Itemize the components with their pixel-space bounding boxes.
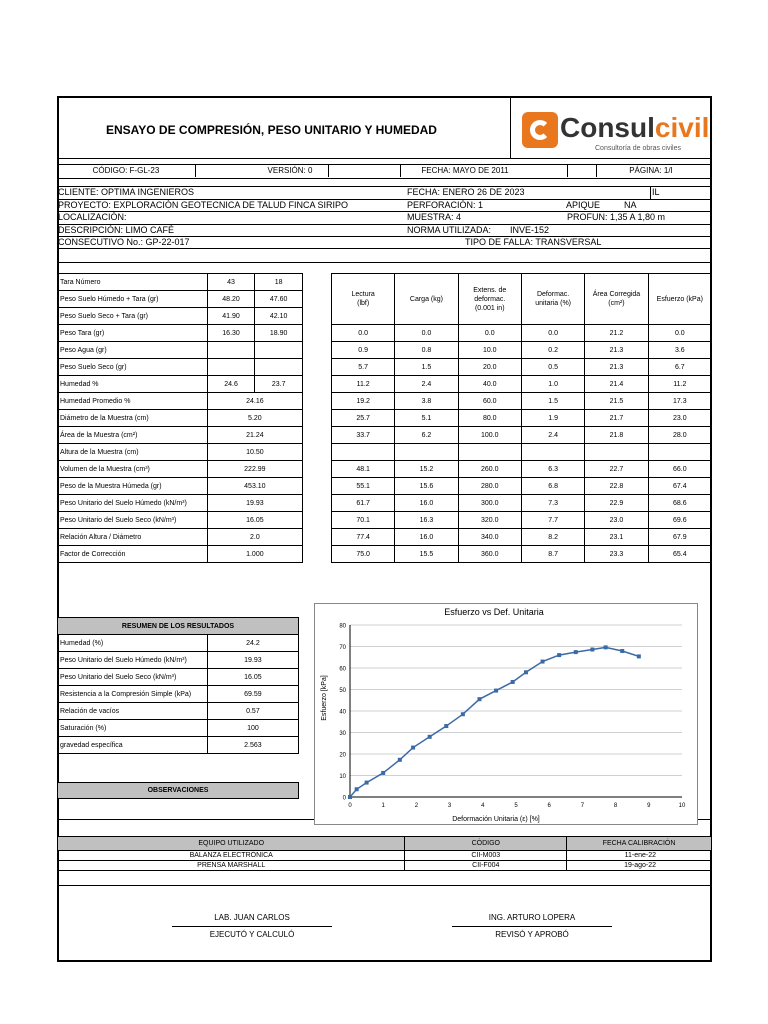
code-label: CÓDIGO: F-GL-23 xyxy=(92,166,160,175)
table-row xyxy=(332,546,712,563)
table-row xyxy=(332,495,712,512)
norm-label: NORMA UTILIZADA: xyxy=(407,225,492,235)
summary-value: 0.57 xyxy=(207,703,298,720)
table-row xyxy=(58,720,299,737)
summary-value: 2.563 xyxy=(207,737,298,754)
table-row xyxy=(332,427,712,444)
property-label: Peso Suelo Seco (gr) xyxy=(58,359,208,376)
table-row xyxy=(58,342,303,359)
table-cell: 2.4 xyxy=(395,376,458,393)
table-cell: 2.4 xyxy=(521,427,584,444)
table-cell: 7.7 xyxy=(521,512,584,529)
executor-role: EJECUTÓ Y CALCULÓ xyxy=(209,930,295,939)
property-value-2: 18.90 xyxy=(255,325,303,342)
property-value: 10.50 xyxy=(207,444,302,461)
table-cell xyxy=(585,444,648,461)
table-cell: 15.5 xyxy=(395,546,458,563)
x-tick-label: 4 xyxy=(481,803,485,809)
property-value: 5.20 xyxy=(207,410,302,427)
table-cell: 77.4 xyxy=(332,529,395,546)
data-point xyxy=(637,654,641,658)
x-tick-label: 0 xyxy=(348,803,352,809)
table-cell: 28.0 xyxy=(648,427,711,444)
table-row xyxy=(332,342,712,359)
table-cell: 22.8 xyxy=(585,478,648,495)
failure-type-field: TIPO DE FALLA: TRANSVERSAL xyxy=(465,237,602,247)
property-value: 2.0 xyxy=(207,529,302,546)
table-cell: 0.9 xyxy=(332,342,395,359)
brand-main: Consul xyxy=(560,112,655,143)
summary-title: RESUMEN DE LOS RESULTADOS xyxy=(58,618,299,635)
observations-header: OBSERVACIONES xyxy=(57,782,299,799)
property-value-1 xyxy=(207,359,255,376)
property-label: Peso Agua (gr) xyxy=(58,342,208,359)
summary-label: gravedad específica xyxy=(58,737,208,754)
client-field: CLIENTE: OPTIMA INGENIEROS xyxy=(58,187,195,197)
table-cell: 0.0 xyxy=(395,325,458,342)
property-label: Tara Número xyxy=(58,274,208,291)
table-cell: 17.3 xyxy=(648,393,711,410)
data-point xyxy=(381,771,385,775)
table-row xyxy=(332,444,712,461)
column-header: CÓDIGO xyxy=(405,837,567,851)
column-header: Deformac. unitaria (%) xyxy=(521,274,584,325)
property-value: 1.000 xyxy=(207,546,302,563)
apique-label: APIQUE xyxy=(566,200,601,210)
summary-value: 69.59 xyxy=(207,686,298,703)
table-cell: 5.7 xyxy=(332,359,395,376)
consecutive-field: CONSECUTIVO No.: GP-22-017 xyxy=(58,237,190,247)
table-row xyxy=(332,325,712,342)
table-cell: 300.0 xyxy=(458,495,521,512)
chart-title: Esfuerzo vs Def. Unitaria xyxy=(444,607,544,617)
table-cell: 23.0 xyxy=(648,410,711,427)
executor-name: LAB. JUAN CARLOS xyxy=(214,913,290,922)
table-cell: 1.0 xyxy=(521,376,584,393)
property-value-1: 16.30 xyxy=(207,325,255,342)
property-label: Humedad Promedio % xyxy=(58,393,208,410)
summary-label: Relación de vacíos xyxy=(58,703,208,720)
chart-x-label: Deformación Unitaria (ε) [%] xyxy=(452,816,540,823)
property-value: 16.05 xyxy=(207,512,302,529)
project-field: PROYECTO: EXPLORACIÓN GEOTECNICA DE TALUD FINCA SIRIPO xyxy=(58,200,349,210)
property-label: Peso Suelo Seco + Tara (gr) xyxy=(58,308,208,325)
property-value-1: 43 xyxy=(207,274,255,291)
column-header: Extens. de deformac. (0.001 in) xyxy=(458,274,521,325)
page-label: PÁGINA: 1/I xyxy=(629,166,673,175)
table-cell: 360.0 xyxy=(458,546,521,563)
table-row xyxy=(58,686,299,703)
table-cell: 48.1 xyxy=(332,461,395,478)
table-cell: 55.1 xyxy=(332,478,395,495)
table-cell: 16.0 xyxy=(395,495,458,512)
property-value-2: 42.10 xyxy=(255,308,303,325)
data-point xyxy=(477,697,481,701)
summary-label: Peso Unitario del Suelo Seco (kN/m³) xyxy=(58,669,208,686)
data-point xyxy=(524,670,528,674)
table-row xyxy=(58,495,303,512)
table-cell: 0.8 xyxy=(395,342,458,359)
table-cell xyxy=(648,444,711,461)
table-cell: 21.8 xyxy=(585,427,648,444)
table-cell: 0.5 xyxy=(521,359,584,376)
property-value-1: 41.90 xyxy=(207,308,255,325)
table-cell: 0.2 xyxy=(521,342,584,359)
property-label: Peso Unitario del Suelo Seco (kN/m³) xyxy=(58,512,208,529)
column-header: FECHA CALIBRACIÓN xyxy=(567,837,712,851)
table-row xyxy=(58,325,303,342)
summary-label: Saturación (%) xyxy=(58,720,208,737)
data-point xyxy=(428,735,432,739)
property-value-1: 48.20 xyxy=(207,291,255,308)
table-cell: 0.0 xyxy=(458,325,521,342)
table-row xyxy=(58,444,303,461)
table-cell xyxy=(395,444,458,461)
table-cell: 5.1 xyxy=(395,410,458,427)
data-point xyxy=(541,660,545,664)
data-point xyxy=(444,724,448,728)
stress-strain-chart xyxy=(314,603,698,825)
table-cell: 68.6 xyxy=(648,495,711,512)
table-cell: 16.0 xyxy=(395,529,458,546)
table-cell: 21.3 xyxy=(585,342,648,359)
table-cell: 11-ene-22 xyxy=(567,851,712,861)
x-tick-label: 9 xyxy=(647,803,651,809)
table-cell: 19-ago-22 xyxy=(567,861,712,871)
table-cell: 340.0 xyxy=(458,529,521,546)
table-cell: 0.0 xyxy=(521,325,584,342)
x-tick-label: 6 xyxy=(547,803,551,809)
table-row xyxy=(58,291,303,308)
reviewer-role: REVISÓ Y APROBÓ xyxy=(495,930,569,939)
column-header: Lectura (lbf) xyxy=(332,274,395,325)
table-cell: 1.5 xyxy=(521,393,584,410)
table-cell: 1.5 xyxy=(395,359,458,376)
table-cell: 3.6 xyxy=(648,342,711,359)
table-row xyxy=(58,512,303,529)
data-point xyxy=(620,649,624,653)
il-field: IL xyxy=(652,187,660,197)
table-cell: 69.6 xyxy=(648,512,711,529)
chart-y-label: Esfuerzo [kPa] xyxy=(321,675,328,721)
brand-subtitle: Consultoría de obras civiles xyxy=(595,145,681,152)
data-point xyxy=(355,787,359,791)
table-row xyxy=(58,737,299,754)
table-cell: PRENSA MARSHALL xyxy=(58,861,405,871)
table-cell: CII-M003 xyxy=(405,851,567,861)
sample-field: MUESTRA: 4 xyxy=(407,212,462,222)
depth-field: PROFUN: 1,35 A 1,80 m xyxy=(567,212,666,222)
table-row xyxy=(58,359,303,376)
table-row xyxy=(58,851,712,861)
table-cell: CII-F004 xyxy=(405,861,567,871)
x-tick-label: 10 xyxy=(678,803,686,809)
divider xyxy=(510,96,511,158)
table-row xyxy=(332,478,712,495)
property-label: Humedad % xyxy=(58,376,208,393)
property-value-2: 47.60 xyxy=(255,291,303,308)
property-value: 21.24 xyxy=(207,427,302,444)
table-cell: 67.9 xyxy=(648,529,711,546)
table-cell: 6.2 xyxy=(395,427,458,444)
table-row xyxy=(58,274,303,291)
data-point xyxy=(398,758,402,762)
column-header: Esfuerzo (kPa) xyxy=(648,274,711,325)
table-cell: 20.0 xyxy=(458,359,521,376)
data-point xyxy=(461,712,465,716)
consulcivil-logo-icon xyxy=(522,112,558,148)
table-cell: 280.0 xyxy=(458,478,521,495)
property-value: 453.10 xyxy=(207,478,302,495)
table-cell xyxy=(332,444,395,461)
table-cell: 6.8 xyxy=(521,478,584,495)
summary-label: Peso Unitario del Suelo Húmedo (kN/m³) xyxy=(58,652,208,669)
summary-label: Humedad (%) xyxy=(58,635,208,652)
table-cell: 260.0 xyxy=(458,461,521,478)
property-label: Diámetro de la Muestra (cm) xyxy=(58,410,208,427)
table-cell: 23.1 xyxy=(585,529,648,546)
table-cell: 25.7 xyxy=(332,410,395,427)
table-cell: 0.0 xyxy=(332,325,395,342)
table-cell: 11.2 xyxy=(648,376,711,393)
table-cell: 6.3 xyxy=(521,461,584,478)
y-tick-label: 20 xyxy=(339,752,346,759)
x-tick-label: 1 xyxy=(381,803,385,809)
table-cell: 15.2 xyxy=(395,461,458,478)
table-cell: 23.0 xyxy=(585,512,648,529)
table-cell: 21.7 xyxy=(585,410,648,427)
table-row xyxy=(58,393,303,410)
y-tick-label: 10 xyxy=(339,774,346,780)
property-label: Peso Unitario del Suelo Húmedo (kN/m³) xyxy=(58,495,208,512)
table-row xyxy=(332,529,712,546)
table-cell: 11.2 xyxy=(332,376,395,393)
data-point xyxy=(590,648,594,652)
table-cell: 19.2 xyxy=(332,393,395,410)
brand-accent: civil xyxy=(654,112,710,143)
y-tick-label: 40 xyxy=(339,709,346,716)
table-cell: 23.3 xyxy=(585,546,648,563)
table-cell: 22.7 xyxy=(585,461,648,478)
table-row xyxy=(58,308,303,325)
property-value: 19.93 xyxy=(207,495,302,512)
property-label: Peso de la Muestra Húmeda (gr) xyxy=(58,478,208,495)
table-cell xyxy=(458,444,521,461)
property-label: Volumen de la Muestra (cm³) xyxy=(58,461,208,478)
table-row xyxy=(58,703,299,720)
summary-value: 16.05 xyxy=(207,669,298,686)
x-tick-label: 5 xyxy=(514,803,518,809)
table-cell: 0.0 xyxy=(648,325,711,342)
table-cell: 75.0 xyxy=(332,546,395,563)
x-tick-label: 3 xyxy=(447,803,452,809)
brand-logo-text xyxy=(560,112,709,144)
property-value-1: 24.6 xyxy=(207,376,255,393)
x-tick-label: 2 xyxy=(414,803,419,809)
table-row xyxy=(332,393,712,410)
property-label: Peso Suelo Húmedo + Tara (gr) xyxy=(58,291,208,308)
y-tick-label: 30 xyxy=(339,731,346,737)
property-value-2: 18 xyxy=(255,274,303,291)
table-row xyxy=(58,410,303,427)
property-label: Peso Tara (gr) xyxy=(58,325,208,342)
table-cell: 65.4 xyxy=(648,546,711,563)
property-label: Factor de Corrección xyxy=(58,546,208,563)
summary-value: 24.2 xyxy=(207,635,298,652)
table-cell: 8.2 xyxy=(521,529,584,546)
property-value: 222.99 xyxy=(207,461,302,478)
table-row xyxy=(332,461,712,478)
data-point xyxy=(574,650,578,654)
apique-value: NA xyxy=(624,200,637,210)
table-cell: 66.0 xyxy=(648,461,711,478)
table-cell: 33.7 xyxy=(332,427,395,444)
data-point xyxy=(411,746,415,750)
y-tick-label: 70 xyxy=(339,645,346,651)
table-row xyxy=(58,669,299,686)
summary-table xyxy=(57,617,299,754)
column-header: Carga (kg) xyxy=(395,274,458,325)
table-cell: 8.7 xyxy=(521,546,584,563)
equipment-table xyxy=(57,836,712,871)
page-title: ENSAYO DE COMPRESIÓN, PESO UNITARIO Y HUMEDAD xyxy=(106,123,437,137)
table-cell: 22.9 xyxy=(585,495,648,512)
norm-value: INVE-152 xyxy=(510,225,550,235)
table-row xyxy=(58,546,303,563)
properties-table xyxy=(57,273,303,563)
table-cell: 67.4 xyxy=(648,478,711,495)
property-label: Altura de la Muestra (cm) xyxy=(58,444,208,461)
property-value-2 xyxy=(255,342,303,359)
table-cell: 80.0 xyxy=(458,410,521,427)
y-tick-label: 0 xyxy=(342,795,346,802)
property-label: Relación Altura / Diámetro xyxy=(58,529,208,546)
y-tick-label: 80 xyxy=(339,623,346,630)
data-point xyxy=(365,781,369,785)
table-cell: 3.8 xyxy=(395,393,458,410)
summary-value: 100 xyxy=(207,720,298,737)
table-row xyxy=(58,461,303,478)
table-cell xyxy=(521,444,584,461)
description-field: DESCRIPCIÓN: LIMO CAFÉ xyxy=(58,225,175,235)
property-value-2 xyxy=(255,359,303,376)
table-cell: 10.0 xyxy=(458,342,521,359)
chart-border xyxy=(315,604,698,825)
property-value-1 xyxy=(207,342,255,359)
table-row xyxy=(58,478,303,495)
table-row xyxy=(58,652,299,669)
summary-header-row xyxy=(58,618,299,635)
table-row xyxy=(58,376,303,393)
table-cell: 21.2 xyxy=(585,325,648,342)
table-row xyxy=(332,359,712,376)
equipment-header-row xyxy=(58,837,712,851)
summary-value: 19.93 xyxy=(207,652,298,669)
property-value-2: 23.7 xyxy=(255,376,303,393)
table-cell: 6.7 xyxy=(648,359,711,376)
x-tick-label: 8 xyxy=(613,803,618,809)
version-label: VERSIÓN: 0 xyxy=(267,166,313,175)
y-tick-label: 60 xyxy=(339,666,346,673)
table-cell: 1.9 xyxy=(521,410,584,427)
table-cell: 16.3 xyxy=(395,512,458,529)
table-row xyxy=(58,635,299,652)
table-row xyxy=(58,529,303,546)
table-cell: 61.7 xyxy=(332,495,395,512)
table-row xyxy=(332,376,712,393)
table-row xyxy=(332,410,712,427)
table-cell: 21.4 xyxy=(585,376,648,393)
table-cell: 15.6 xyxy=(395,478,458,495)
table-cell: 40.0 xyxy=(458,376,521,393)
table-cell: 100.0 xyxy=(458,427,521,444)
table-cell: 7.3 xyxy=(521,495,584,512)
perforation-field: PERFORACIÓN: 1 xyxy=(407,200,484,210)
data-point xyxy=(348,795,352,799)
table-row xyxy=(58,427,303,444)
table-cell: 70.1 xyxy=(332,512,395,529)
x-tick-label: 7 xyxy=(580,803,585,809)
table-cell: 60.0 xyxy=(458,393,521,410)
column-header: Área Corregida (cm²) xyxy=(585,274,648,325)
data-point xyxy=(557,653,561,657)
table-row xyxy=(58,861,712,871)
summary-label: Resistencia a la Compresión Simple (kPa) xyxy=(58,686,208,703)
readings-table xyxy=(331,273,712,563)
table-header-row xyxy=(332,274,712,325)
y-tick-label: 50 xyxy=(339,688,346,694)
table-cell: BALANZA ELECTRÓNICA xyxy=(58,851,405,861)
property-value: 24.16 xyxy=(207,393,302,410)
reviewer-name: ING. ARTURO LOPERA xyxy=(488,913,576,922)
divider xyxy=(57,158,712,159)
property-label: Área de la Muestra (cm²) xyxy=(58,427,208,444)
table-cell: 21.3 xyxy=(585,359,648,376)
table-cell: 21.5 xyxy=(585,393,648,410)
date-label: FECHA: MAYO DE 2011 xyxy=(421,166,509,175)
table-cell: 320.0 xyxy=(458,512,521,529)
test-date-field: FECHA: ENERO 26 DE 2023 xyxy=(407,187,525,197)
data-point xyxy=(604,645,608,649)
column-header: EQUIPO UTILIZADO xyxy=(58,837,405,851)
data-point xyxy=(511,680,515,684)
data-point xyxy=(494,689,498,693)
table-row xyxy=(332,512,712,529)
location-field: LOCALIZACIÓN: xyxy=(58,212,127,222)
